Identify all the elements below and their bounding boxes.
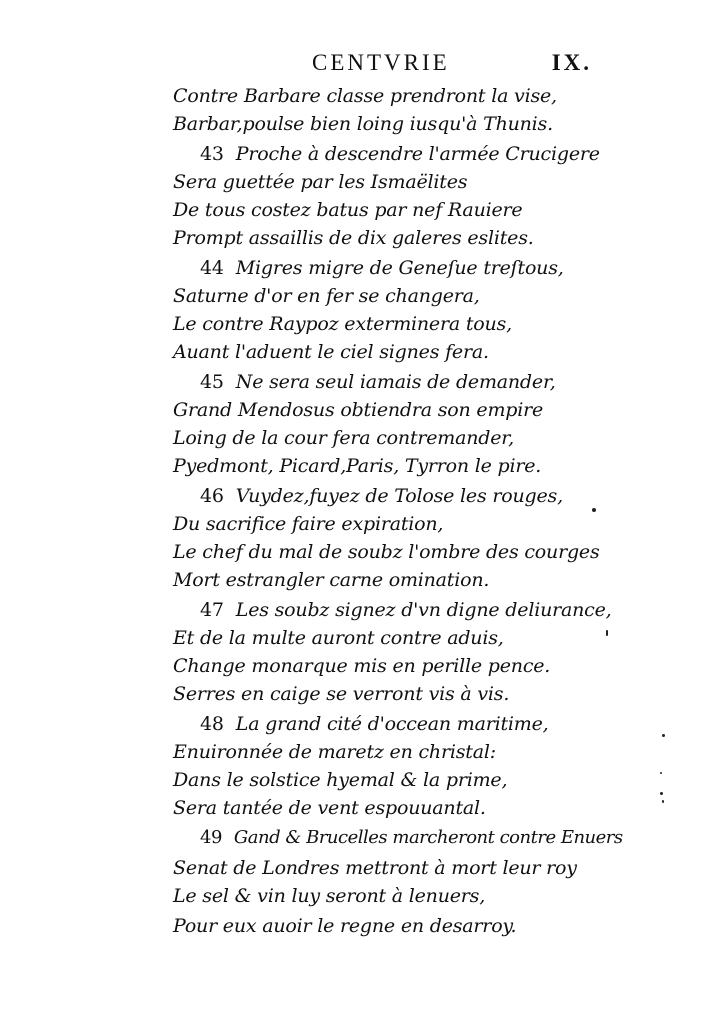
quatrain-number: 49 (200, 827, 222, 848)
verse-line: Le chef du mal de soubz l'ombre des courges (173, 541, 600, 563)
verse-line: De tous costez batus par nef Rauiere (173, 199, 523, 221)
quatrain-number: 46 (200, 485, 224, 507)
running-header (312, 50, 592, 78)
quatrain-first-line: 44 Migres migre de Geneſue treſtous, (200, 257, 564, 279)
quatrain-first-line: 43 Proche à descendre l'armée Crucigere (200, 143, 600, 165)
verse-line: Le contre Raypoz exterminera tous, (173, 313, 512, 335)
quatrain-first-line: 48 La grand cité d'occean maritime, (200, 713, 549, 735)
quatrain-first-line: 49 Gand & Brucelles marcheront contre Enuers (200, 827, 623, 848)
verse-line: Loing de la cour fera contremander, (173, 427, 514, 449)
quatrain-number: 44 (200, 257, 224, 279)
ink-speck (660, 792, 663, 795)
verse-line: Senat de Londres mettront à mort leur roy (173, 857, 577, 879)
verse-line: Contre Barbare classe prendront la vise, (173, 85, 557, 107)
verse-line: Change monarque mis en perille pence. (173, 655, 551, 677)
verse-line: Grand Mendosus obtiendra son empire (173, 399, 544, 421)
verse-line: Prompt assaillis de dix galeres eslites. (173, 227, 534, 249)
quatrain-number: 45 (200, 371, 224, 393)
verse-line: Serres en caige se verront vis à vis. (173, 683, 510, 705)
verse-line: Enuironnée de maretz en christal: (173, 741, 496, 763)
verse-line: Pour eux auoir le regne en desarroy. (173, 915, 517, 937)
verse-line: Mort estrangler carne omination. (173, 569, 490, 591)
ink-speck (606, 630, 608, 636)
quatrain-number: 43 (200, 143, 224, 165)
ink-speck (592, 508, 596, 512)
verse-line: Et de la multe auront contre aduis, (173, 627, 504, 649)
ink-speck (660, 772, 662, 774)
verse-line: Saturne d'or en fer se changera, (173, 285, 480, 307)
verse-line: Auant l'aduent le ciel signes fera. (173, 341, 489, 363)
quatrain-number: 48 (200, 713, 224, 735)
verse-line: Sera tantée de vent espouuantal. (173, 797, 486, 819)
verse-line: Sera guettée par les Ismaëlites (173, 171, 468, 193)
verse-line: Pyedmont, Picard,Paris, Tyrron le pire. (173, 455, 542, 477)
quatrain-number: 47 (200, 599, 224, 621)
ink-speck (662, 734, 665, 737)
verse-line: Barbar,poulse bien loing iusqu'à Thunis. (173, 113, 553, 135)
verse-line: Du sacrifice faire expiration, (173, 513, 444, 535)
ink-speck (662, 800, 664, 803)
quatrain-first-line: 46 Vuydez,fuyez de Tolose les rouges, (200, 485, 563, 507)
verse-line: Dans le solstice hyemal & la prime, (173, 769, 508, 791)
verse-line: Le sel & vin luy seront à lenuers, (173, 885, 486, 907)
quatrain-first-line: 45 Ne sera seul iamais de demander, (200, 371, 556, 393)
century-numeral: IX. (551, 50, 592, 75)
quatrain-first-line: 47 Les soubz signez d'vn digne deliurance, (200, 599, 612, 621)
running-title: CENTVRIE (312, 50, 450, 75)
